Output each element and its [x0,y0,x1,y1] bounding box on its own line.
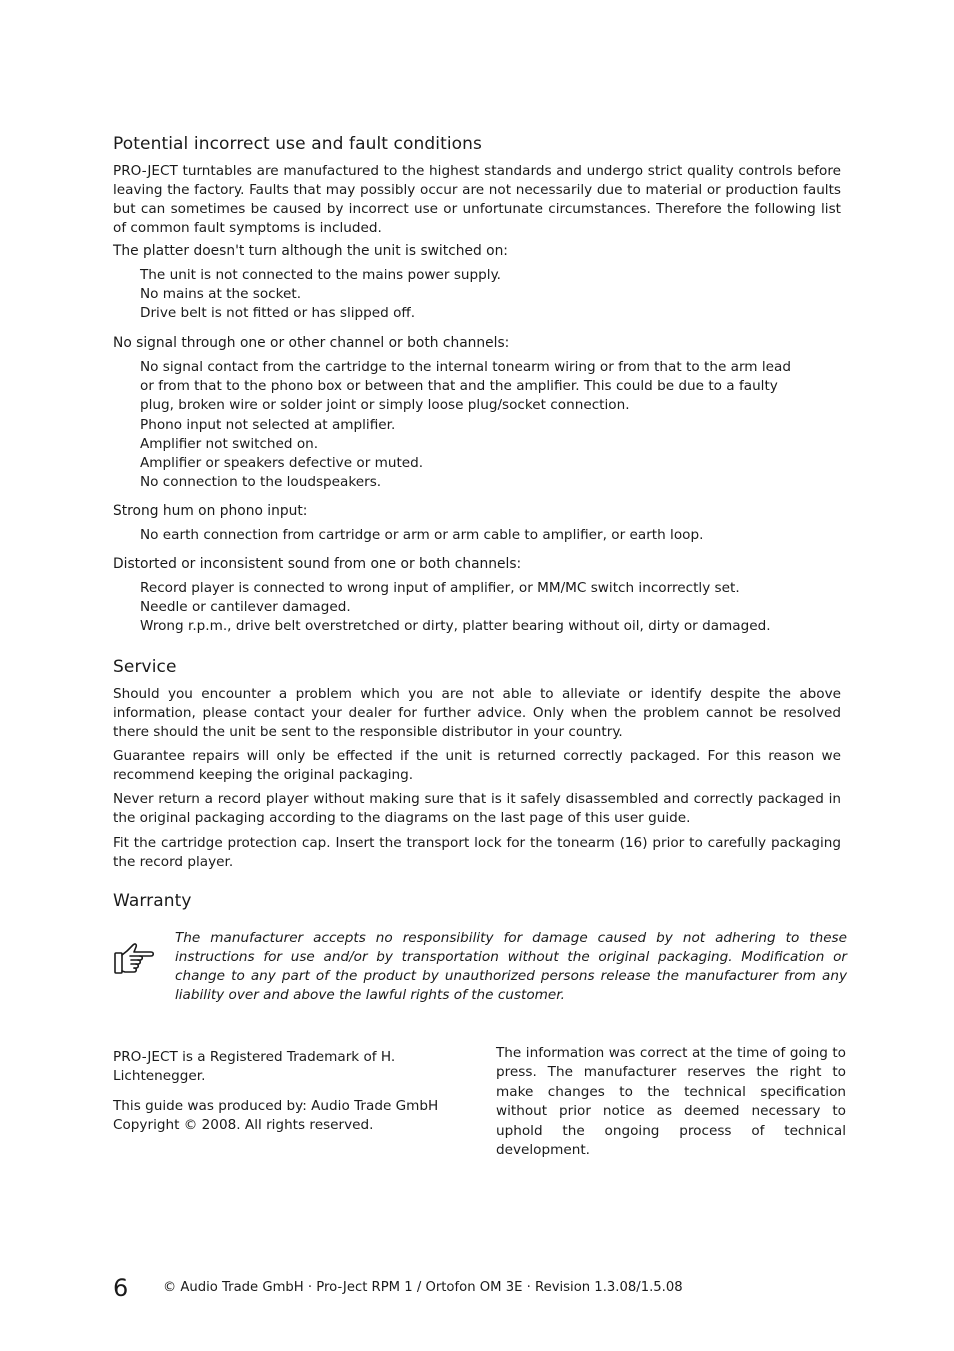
fault-item: No mains at the socket. [140,286,302,303]
section-title-warranty: Warranty [113,891,192,911]
warranty-text: The manufacturer accepts no responsibility for damage caused by not adhering to these instructions for use and/or by transportation without the original packaging. Modification or change to any part of the product by unauthorized persons release the manufacturer from any liability over and above the lawful rights of the customer. [175,930,847,1003]
fault-list [140,266,800,324]
fault-item: No connection to the loudspeakers. [140,474,382,491]
fault-item: The unit is not connected to the mains power supply. [140,267,501,283]
pointing-hand-icon [113,939,157,979]
fault-item: Drive belt is not fitted or has slipped off. [140,305,416,322]
fault-heading: The platter doesn't turn although the unit is switched on: [113,243,508,259]
fault-item: No signal contact from the cartridge to the internal tonearm wiring or from that to the arm lead or from that to the phono box or between that and the amplifier. This could be due to a faulty plug, broken wire or solder joint or simply loose plug/socket connection. [140,359,791,414]
service-paragraph: Guarantee repairs will only be effected if the unit is returned correctly packaged. For this reason we recommend keeping the original packaging. [113,748,841,783]
fault-heading: Distorted or inconsistent sound from one or both channels: [113,556,522,572]
service-paragraph: Never return a record player without making sure that is it safely disassembled and correctly packaged in the original packaging according to the diagrams on the last page of this user guide. [113,791,841,826]
fault-heading: Strong hum on phono input: [113,503,308,519]
fault-list [140,358,800,492]
fault-item: Record player is connected to wrong input of amplifier, or MM/MC switch incorrectly set. [140,580,740,596]
produced-by: This guide was produced by: Audio Trade GmbH [113,1098,439,1114]
fault-list [140,526,800,545]
fault-item: Amplifier or speakers defective or muted. [140,455,424,472]
legal-left-column [113,1048,488,1135]
page-number: 6 [113,1274,129,1302]
section-title-service: Service [113,657,177,677]
footer-text: © Audio Trade GmbH · Pro-Ject RPM 1 / Ortofon OM 3E · Revision 1.3.08/1.5.08 [163,1280,683,1295]
fault-heading: No signal through one or other channel or both channels: [113,335,510,351]
faults-intro: PRO-JECT turntables are manufactured to the highest standards and undergo strict quality controls before leaving the factory. Faults that may possibly occur are not necessarily due to material or production faults but can sometimes be caused by incorrect use or unfortunate circumstances. Therefore the following list of common fault symptoms is included. [113,163,841,236]
legal-disclaimer: The information was correct at the time of going to press. The manufacturer reserves the right to make changes to the technical specification without prior notice as deemed necessary to uphold the ongoing process of technical development. [496,1045,846,1159]
fault-item: Needle or cantilever damaged. [140,599,351,616]
section-title-faults: Potential incorrect use and fault conditions [113,134,483,154]
fault-item: Wrong r.p.m., drive belt overstretched or dirty, platter bearing without oil, dirty or damaged. [140,618,771,635]
fault-item: Phono input not selected at amplifier. [140,416,396,433]
fault-list [140,579,800,637]
copyright: Copyright © 2008. All rights reserved. [113,1117,374,1133]
fault-item: Amplifier not switched on. [140,435,319,452]
service-paragraph: Fit the cartridge protection cap. Insert the transport lock for the tonearm (16) prior to carefully packaging the record player. [113,835,841,870]
trademark-notice: PRO-JECT is a Registered Trademark of H. Lichtenegger. [113,1049,396,1084]
service-paragraph: Should you encounter a problem which you are not able to alleviate or identify despite the above information, please contact your dealer for further advice. Only when the problem cannot be resolved there should the unit be sent to the responsible distributor in your country. [113,686,841,740]
fault-item: No earth connection from cartridge or arm or arm cable to amplifier, or earth loop. [140,527,704,543]
